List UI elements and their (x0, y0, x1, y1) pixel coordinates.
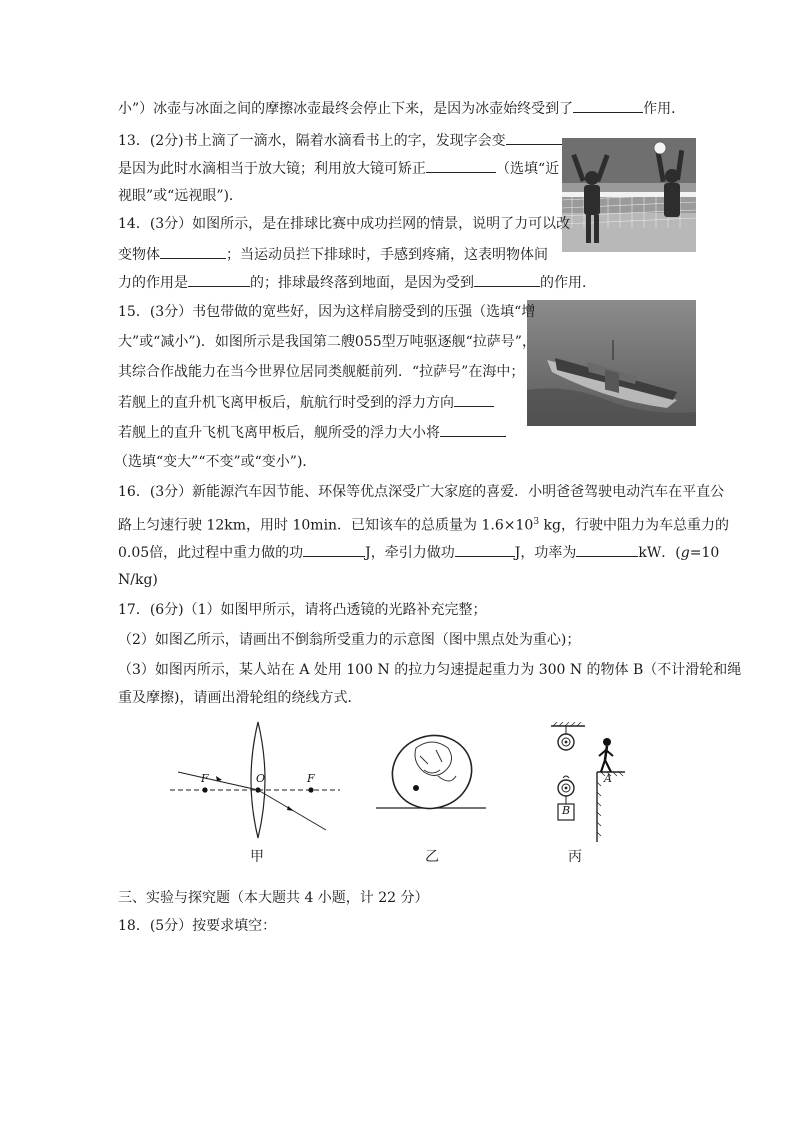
figure-yi-label: 乙 (425, 849, 439, 865)
q14-line3: 力的作用是 的；排球最终落到地面，是因为受到 的作用． (118, 272, 596, 293)
answer-blank[interactable] (455, 542, 515, 557)
tumbler-diagram (376, 726, 486, 816)
answer-blank[interactable] (440, 422, 506, 437)
q17-line3: （3）如图丙所示，某人站在 A 处用 100 N 的拉力匀速提起重力为 300 N 的物体 B（不计滑轮和绳 (118, 662, 742, 678)
volleyball-photo (562, 138, 696, 252)
q15-line2: 大”或“减小”)．如图所示是我国第二艘055型万吨驱逐舰“拉萨号”， (118, 334, 536, 350)
figure-jia-label: 甲 (250, 849, 264, 865)
answer-blank[interactable] (303, 542, 365, 557)
q16-line3: 0.05倍，此过程中重力做的功 J，牵引力做功 J，功率为 kW．(g=10 (118, 542, 719, 563)
q14-line1: 14．(3分）如图所示，是在排球比赛中成功拦网的情景，说明了力可以改 (118, 216, 571, 232)
q13-line2: 是因为此时水滴相当于放大镜；利用放大镜可矫正 （选填“近 (118, 158, 559, 179)
answer-blank[interactable] (454, 392, 494, 407)
pulley-diagram (545, 722, 635, 842)
destroyer-image (527, 300, 696, 426)
q16-line1: 16．(3分）新能源汽车因节能、环保等优点深受广大家庭的喜爱．小明爸爸驾驶电动汽车在平直公 (118, 484, 725, 500)
q13-line3: 视眼”或“远视眼”)． (118, 188, 243, 204)
figure-jia-lens: F O F (170, 720, 340, 842)
figure-bing-label: 丙 (568, 849, 582, 865)
figure-bing-pulley: A B (545, 722, 635, 842)
q15-line5: 若舰上的直升飞机飞离甲板后，舰所受的浮力大小将 (118, 422, 506, 443)
q17-line1: 17．(6分)（1）如图甲所示，请将凸透镜的光路补充完整； (118, 602, 487, 618)
answer-blank[interactable] (188, 272, 250, 287)
q15-line4: 若舰上的直升机飞离甲板后，航航行时受到的浮力方向 (118, 392, 494, 413)
q18-line1: 18．(5分）按要求填空： (118, 918, 277, 934)
answer-blank[interactable] (573, 98, 643, 113)
section-3-heading: 三、实验与探究题（本大题共 4 小题，计 22 分） (118, 890, 429, 906)
q15-line1: 15．(3分）书包带做的宽些好，因为这样肩膀受到的压强（选填“增 (118, 304, 536, 320)
q15-line3: 其综合作战能力在当今世界位居同类舰艇前列．“拉萨号”在海中； (118, 364, 525, 380)
figure-yi-tumbler (376, 726, 486, 816)
q13-line1: 13．(2分)书上滴了一滴水，隔着水滴看书上的字，发现字会变 (118, 130, 594, 151)
q16-line2: 路上匀速行驶 12km，用时 10min．已知该车的总质量为 $1.6\times 10^3$ kg，行驶中阻力为车总重力的 (118, 517, 729, 534)
answer-blank[interactable] (576, 542, 638, 557)
answer-blank[interactable] (426, 158, 496, 173)
volleyball-image (562, 138, 696, 252)
q17-line2: （2）如图乙所示，请画出不倒翁所受重力的示意图（图中黑点处为重心)； (118, 632, 581, 648)
q12-tail: 小”）冰壶与冰面之间的摩擦冰壶最终会停止下来，是因为冰壶始终受到了 作用． (118, 98, 685, 119)
answer-blank[interactable] (474, 272, 540, 287)
answer-blank[interactable] (160, 244, 226, 259)
q16-line4: N/kg) (118, 572, 158, 588)
destroyer-photo (527, 300, 696, 426)
q17-line4: 重及摩擦)，请画出滑轮组的绕线方式． (118, 690, 362, 706)
q14-line2: 变物体 ；当运动员拦下排球时，手感到疼痛，这表明物体间 (118, 244, 548, 265)
q15-line6: （选填“变大”“不变”或“变小”)． (114, 454, 317, 470)
